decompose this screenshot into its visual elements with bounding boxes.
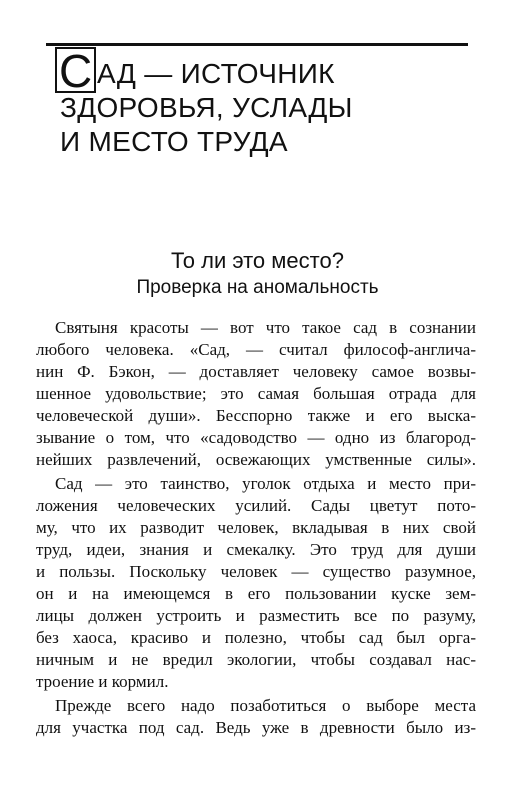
body-line: ложения человеческих усилий. Сады цветут пото- — [36, 496, 476, 515]
chapter-drop-cap: С — [59, 45, 93, 97]
body-line: ничным и не вредил экологии, чтобы создавал нас- — [36, 650, 476, 669]
body-line: Прежде всего надо позаботиться о выборе места — [55, 696, 476, 715]
body-line: шенное удовольствие; это самая большая отрада для — [36, 384, 476, 403]
body-line: без хаоса, красиво и полезно, чтобы сад был орга- — [36, 628, 476, 647]
body-line: Святыня красоты — вот что такое сад в сознании — [55, 318, 476, 337]
body-line: любого человека. «Сад, — считал философ-англича- — [36, 340, 476, 359]
body-line: Сад — это таинство, уголок отдыха и место при- — [55, 474, 476, 493]
section-title-line-2: Проверка на аномальность — [136, 277, 379, 298]
chapter-title-line-2: ЗДОРОВЬЯ, УСЛАДЫ — [60, 92, 353, 123]
body-line: му, что их разводит человек, вкладывая в них свой — [36, 518, 476, 537]
body-line: и пользы. Поскольку человек — существо разумное, — [36, 562, 476, 581]
section-title-line-1: То ли это место? — [171, 248, 344, 273]
body-line: нейших развлечений, освежающих умственные силы». — [36, 450, 476, 469]
body-line: труд, идеи, знания и смекалку. Это труд для души — [36, 540, 476, 559]
body-line: зывание о том, что «садоводство — одно из благород- — [36, 428, 476, 447]
chapter-top-rule — [46, 43, 468, 46]
body-line: троение и кормил. — [36, 672, 169, 691]
chapter-title-line-3: И МЕСТО ТРУДА — [60, 126, 288, 157]
body-line: лицы должен устроить и разместить все по разуму, — [36, 606, 476, 625]
chapter-title-line-1: АД — ИСТОЧНИК — [97, 58, 335, 89]
body-line: для участка под сад. Ведь уже в древности было из- — [36, 718, 476, 737]
body-line: нин Ф. Бэкон, — доставляет человеку самое возвы- — [36, 362, 476, 381]
body-line: человеческой души». Бесспорно также и его выска- — [36, 406, 476, 425]
body-line: он и на имеющемся в его пользовании куске зем- — [36, 584, 476, 603]
